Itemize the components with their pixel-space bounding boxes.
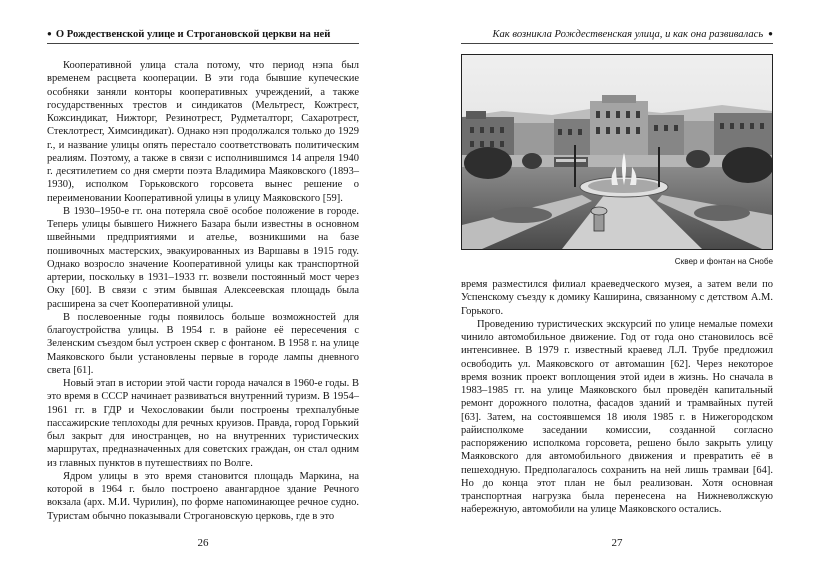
black-and-white-photo-square-with-fountain-icon	[462, 55, 772, 249]
right-header-rule	[461, 43, 773, 44]
paragraph: Ядром улицы в это время становится площадь Маркина, на которой в 1964 г. было построено авангардное здание Речного вокзала (арх. М.И. Чурилин), по форме напоминающее речное судно. Туристам обычно показывали Строгановскую церковь, где в это	[47, 470, 359, 522]
right-page-number: 27	[611, 537, 623, 549]
paragraph-continued: время разместился филиал краеведческого музея, а затем вели по Успенскому съезду к домику Каширина, связанному с детством А.М. Горького.	[461, 279, 773, 317]
right-running-head-text: Как возникла Рождественская улица, и как она развивалась	[492, 29, 764, 40]
photo-caption: Сквер и фонтан на Снобе	[674, 257, 773, 266]
paragraph: Кооперативной улица стала потому, что период нэпа был временем расцвета кооперации. В эти года бывшие купеческие особняки заняли конторы кооперативных учреждений, а также государственных трестов и синдикатов (Мельтрест, Кожтрест, Кожсиндикат, Нижторг, Резинотрест, Рудметалторг, Сахаротрест, Стеклотрест, Химсиндикат). Однако нэп продолжался только до 1929 г., и название улицы опять перестало соответствовать политическим реалиям. Поэтому, а также в связи с исполнившимся 14 апреля 1940 г. десятилетием со дня смерти поэта Владимира Маяковского (1893–1930), исполком Горьковского горсовета вынес решение о переименовании Кооперативной улицы в улицу Маяковского [59].	[47, 60, 359, 204]
left-page	[47, 0, 359, 567]
right-body-text	[461, 278, 773, 517]
right-running-head	[461, 28, 773, 41]
bullet-icon: ●	[768, 29, 773, 38]
paragraph: В послевоенные годы появилось больше возможностей для благоустройства улицы. В 1954 г. в районе её пересечения с Зеленским съездом был устроен сквер с фонтаном. В 1958 г. на улице Маяковского были установлены первые в городе лампы дневного света [61].	[47, 311, 359, 376]
paragraph: Новый этап в истории этой части города начался в 1960-е годы. В это время в СССР начинает развиваться внутренний туризм. В 1954–1961 гг. в ГДР и Чехословакии были построены трехпалубные пассажирские теплоходы для речных круизов. Правда, город Горький был закрыт для иностранцев, но на внутренних туристических маршрутах, предназначенных для советских граждан, он стал одним из главных пунктов в путешествиях по Волге.	[47, 378, 359, 469]
paragraph: Проведению туристических экскурсий по улице немалые помехи чинило автомобильное движение. Год от года оно становилось всё интенсивнее. В 1979 г. известный краевед Л.Л. Трубе предложил освободить ул. Маяковского от автомашин [62]. Через некоторое время возник проект воплощения этой идеи в жизнь. Но сначала в 1983–1985 гг. на улице Маяковского был проведён капитальный ремонт дорожного полотна, фасадов зданий и трамвайных путей [63]. Затем, на состоявшемся 18 июля 1985 г. в Нижегородском райисполкоме заседании комиссии, созданной согласно распоряжению исполкома горсовета, решено было закрыть улицу Маяковского для автомобильного движения и превратить её в пешеходную. Предполагалось сохранить на ней лишь трамваи [64]. Но до конца этот план не был реализован. Хотя основная транспортная нагрузка была перенесена на Нижневолжскую набережную, автомобили на улице Маяковского остались.	[461, 318, 773, 516]
left-body-text	[47, 59, 359, 523]
photo-square-fountain	[461, 54, 773, 250]
paragraph: В 1930–1950-е гг. она потеряла своё особое положение в городе. Теперь улицы бывшего Нижнего Базара были известны в основном швейными предприятиями и ателье, возникшими на базе пошивочных мастерских, эвакуированных из Варшавы в 1915 году. Однако возросло значение Кооперативной улицы как транспортной артерии, поскольку в 1931–1933 гг. возвели постоянный мост через Оку [60]. В связи с этим бывшая Алексеевская площадь была расширена за счет Кооперативной улицы.	[47, 205, 359, 310]
left-running-head	[47, 28, 359, 41]
left-header-rule	[47, 43, 359, 44]
bullet-icon: ●	[47, 29, 52, 38]
right-page	[461, 0, 773, 567]
left-page-number: 26	[197, 537, 209, 549]
left-running-head-text: О Рождественской улице и Строгановской церкви на ней	[55, 29, 331, 40]
